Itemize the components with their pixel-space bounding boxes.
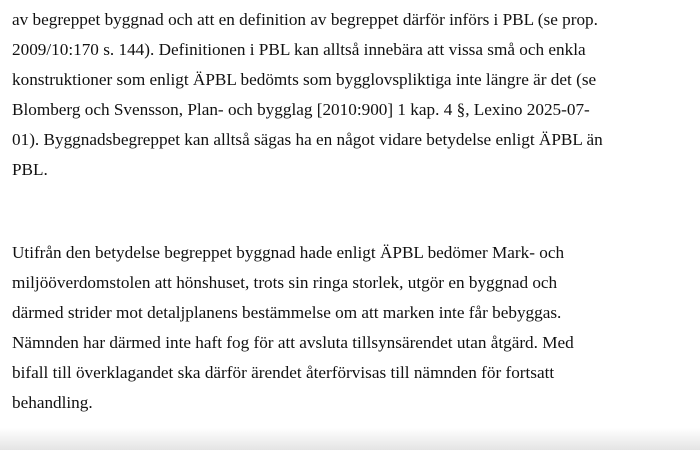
text-line: Blomberg och Svensson, Plan- och bygglag [2010:900] 1 kap. 4 §, Lexino 2025-07- xyxy=(12,100,590,119)
paragraph-court-ruling xyxy=(12,238,700,418)
text-line: Nämnden har därmed inte haft fog för att avsluta tillsynsärendet utan åtgärd. Med xyxy=(12,333,574,352)
text-line: därmed strider mot detaljplanens bestämmelse om att marken inte får bebyggas. xyxy=(12,303,562,322)
text-line: 01). Byggnadsbegreppet kan alltså sägas ha en något vidare betydelse enligt ÄPBL än xyxy=(12,130,603,149)
text-line: konstruktioner som enligt ÄPBL bedömts som bygglovspliktiga inte längre är det (se xyxy=(12,70,597,89)
text-line: miljööverdomstolen att hönshuset, trots sin ringa storlek, utgör en byggnad och xyxy=(12,273,558,292)
text-line: 2009/10:170 s. 144). Definitionen i PBL kan alltså innebära att vissa små och enkla xyxy=(12,40,586,59)
text-line: bifall till överklagandet ska därför ärendet återförvisas till nämnden för fortsatt xyxy=(12,363,555,382)
bottom-edge-shadow xyxy=(0,428,700,450)
text-line: PBL. xyxy=(12,160,48,179)
text-line: Utifrån den betydelse begreppet byggnad hade enligt ÄPBL bedömer Mark- och xyxy=(12,243,565,262)
paragraph-building-definition xyxy=(12,5,700,185)
text-line: behandling. xyxy=(12,393,93,412)
text-line: av begreppet byggnad och att en definition av begreppet därför införs i PBL (se prop. xyxy=(12,10,598,29)
